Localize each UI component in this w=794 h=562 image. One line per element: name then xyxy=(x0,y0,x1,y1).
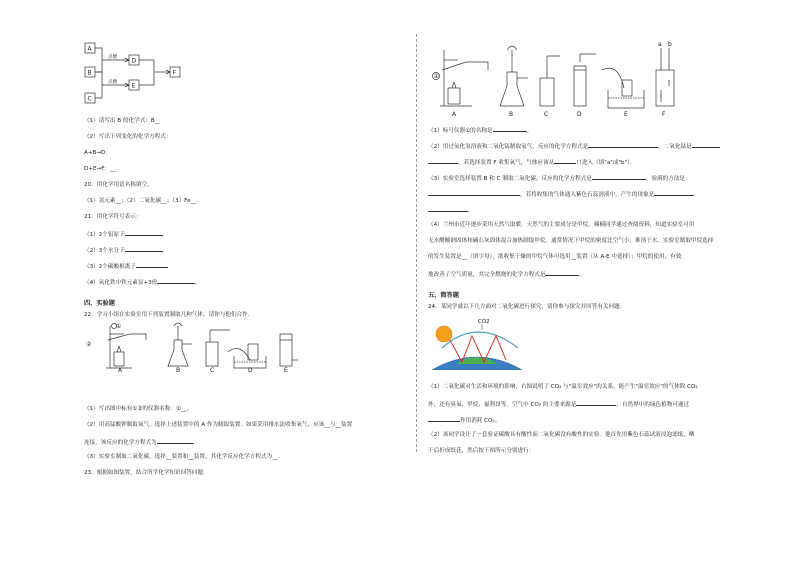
column-divider xyxy=(416,34,417,452)
q23-part4-line1: （4）兰州市近年逐步采用天然气取暖。天然气的主要成分是甲烷，楠楠同学通过查阅资料，知道实验室可用 xyxy=(428,222,695,228)
q23-part2-cont-end: 口进入（填"a"或"b"）． xyxy=(576,160,636,166)
q23-part2-cont xyxy=(428,158,636,167)
q24-part2-line2: 干后折成纸花，然后按下图所示分别进行： xyxy=(428,448,535,454)
q23-part4-line3: 的发生装置是__（填字母），欲收集干燥的甲烷气体可选用__装置（从 A-E 中选择）；甲烷的使用，有效 xyxy=(428,254,682,260)
q22-intro: 22．学习小组在实验室用下列装置制取几种气体，请你与他们合作. xyxy=(84,312,250,318)
q21-item4: （4）氧化铁中铁元素显+3价 。 xyxy=(84,280,201,286)
q19-eq1-text: A+B→D： xyxy=(84,150,111,156)
q23-label-c: C xyxy=(544,111,549,118)
q22-part2-cont-text: 连接，该反应的化学方程式为 xyxy=(84,440,157,446)
q20-title: 20．用化学用语名称填空。 xyxy=(84,182,153,188)
q19-eq2: D+E→F：__. xyxy=(84,166,118,172)
q22-label-circle2: ② xyxy=(86,341,92,348)
flow-node-e: E xyxy=(131,82,136,90)
q23-part1: （1）标号仪器①的名称是 。 xyxy=(428,128,533,134)
reaction-flow-diagram xyxy=(84,40,194,108)
q23-label-port-a: a xyxy=(658,41,662,48)
q23-part4-line2: 无水醋酸钠固体和碱石灰固体混合加热制取甲烷。通常情况下甲烷的密度比空气小，难溶于水。实验室制取甲烷选择 xyxy=(428,238,714,244)
q22-part2: （2）用高锰酸钾制取氧气，选择上述装置中的 A 作为制取装置．如果采用排水法收集氧气，应该__与__装置 xyxy=(84,422,353,428)
q24-part1-line2-cont: ，自然界中的绿色植物可通过 xyxy=(616,402,690,408)
q22-label-a: A xyxy=(118,367,123,372)
q23-label-e: E xyxy=(624,111,628,118)
flow-node-b: B xyxy=(87,69,92,77)
flow-label-ignite-top: 点燃 xyxy=(108,55,118,60)
q24-part1-line1: （1）二氧化碳对生活和环境的影响，右图说明了 CO₂ 与"温室效应"的关系，能产生"温室效应"的气体除 CO₂ xyxy=(428,384,698,390)
q19-part2: （2）写出下列变化的化学方程式： xyxy=(84,134,172,140)
q23-apparatus-figure xyxy=(428,40,688,118)
q22-label-c: C xyxy=(210,367,215,372)
q23-part3-end-text: 。 xyxy=(468,208,474,214)
section-4-heading: 四、实验题 xyxy=(84,300,115,307)
q22-label-e: E xyxy=(284,367,288,372)
q21-item3 xyxy=(84,262,168,271)
q22-label-d: D xyxy=(248,367,253,372)
q23-part3-end xyxy=(428,206,474,215)
q22-label-b: B xyxy=(176,367,181,372)
q23-intro: 23．根据如图装置，结合所学化学知识回答问题． xyxy=(84,470,209,476)
q24-intro: 24．某同学就以下几方面对二氧化碳进行探究，请你参与探究并回答有关问题： xyxy=(428,304,626,310)
flow-node-d: D xyxy=(131,57,137,65)
q21-item1 xyxy=(84,230,163,239)
q23-label-b: B xyxy=(509,111,514,118)
q24-part1-line2 xyxy=(428,400,689,409)
q24-part1-line3-text: 作用消耗 CO₂。 xyxy=(460,418,501,424)
q22-apparatus-figure xyxy=(84,320,334,372)
q24-part1-line3 xyxy=(428,416,500,425)
q23-label-f: F xyxy=(662,111,666,118)
q22-label-circle1: ① xyxy=(116,323,122,330)
q23-part2 xyxy=(428,142,720,151)
sun-icon xyxy=(436,326,452,342)
co2-label: CO2 xyxy=(478,319,490,325)
q20-items: （1）氢元素__；（2）二氧化碳__；（3）Fe__. xyxy=(84,198,198,204)
q21-item3-text: （3）2个碳酸根离子 xyxy=(84,264,136,270)
q22-part1: （1）写出图中标有①②的仪器名称：①__， xyxy=(84,406,193,412)
q22-part2-cont: 连接，该反应的化学方程式为 ． xyxy=(84,440,199,446)
q23-part2-mno2: ，二氧化锰是 xyxy=(658,144,692,150)
q23-part3-cont-text: ，若将收集的气体通入紫色石蕊溶液中，产生的现象是 xyxy=(520,192,655,198)
q23-part2-text: （2）用过氧化氢溶液和二氧化锰制取氧气，反应的化学方程式是 xyxy=(428,144,589,150)
q23-label-port-b: b xyxy=(668,41,672,48)
q23-label-d: D xyxy=(577,111,582,118)
q23-label-a: A xyxy=(452,111,457,118)
q22-part3: （3）实验室制取二氧化碳，选择__装置和__装置，其化学反应化学方程式为__． xyxy=(84,454,284,460)
q21-title: 21．用化学符号表示： xyxy=(84,214,142,220)
q23-part3 xyxy=(428,174,685,183)
flow-node-c: C xyxy=(87,95,92,103)
greenhouse-effect-figure xyxy=(432,314,522,370)
q21-item1-text: （1）2个铝原子 xyxy=(84,232,125,238)
q23-part4-line4-text: 地改善了空气质量，其完全燃烧的化学方程式是 xyxy=(428,272,546,278)
q23-part4-line4: 地改善了空气质量，其完全燃烧的化学方程式是 。 xyxy=(428,272,586,278)
q23-label-circle1: ① xyxy=(433,73,439,80)
q21-item4-text: （4）氧化铁中铁元素显+3价 xyxy=(84,280,158,286)
q23-part2-cont-text: ，若选择装置 F 收集氧气，气体应该从 xyxy=(458,160,555,166)
flow-node-f: F xyxy=(172,69,176,77)
q23-part3-cont xyxy=(428,190,694,199)
flow-node-a: A xyxy=(87,45,92,53)
q21-item2-text: （2）3个水分子 xyxy=(84,248,125,254)
q24-part1-line2-text: 外，还有臭氧、甲烷、氟利昂等。空气中 CO₂ 的主要来源是 xyxy=(428,402,577,408)
q23-part3-text: （3）实验室选择装置 B 和 C 制取二氧化碳，反应的化学方程式是 xyxy=(428,176,592,182)
q19-part1: （1）请写出 B 的化学式：B__ xyxy=(84,118,161,124)
flow-label-ignite-bottom: 点燃 xyxy=(108,80,118,85)
q23-part1-text: （1）标号仪器①的名称是 xyxy=(428,128,493,134)
section-5-heading: 五、简答题 xyxy=(428,292,459,299)
q24-part2-line1: （2）该同学设计了一套验证碳酸具有酸性而二氧化碳没有酸性的实验。他首先用紫色石蕊试液浸泡滤纸，晒 xyxy=(428,432,695,438)
q19-eq1 xyxy=(84,150,111,157)
q21-item2 xyxy=(84,246,163,255)
q23-part3-verify: ，验满的方法是 xyxy=(645,176,686,182)
